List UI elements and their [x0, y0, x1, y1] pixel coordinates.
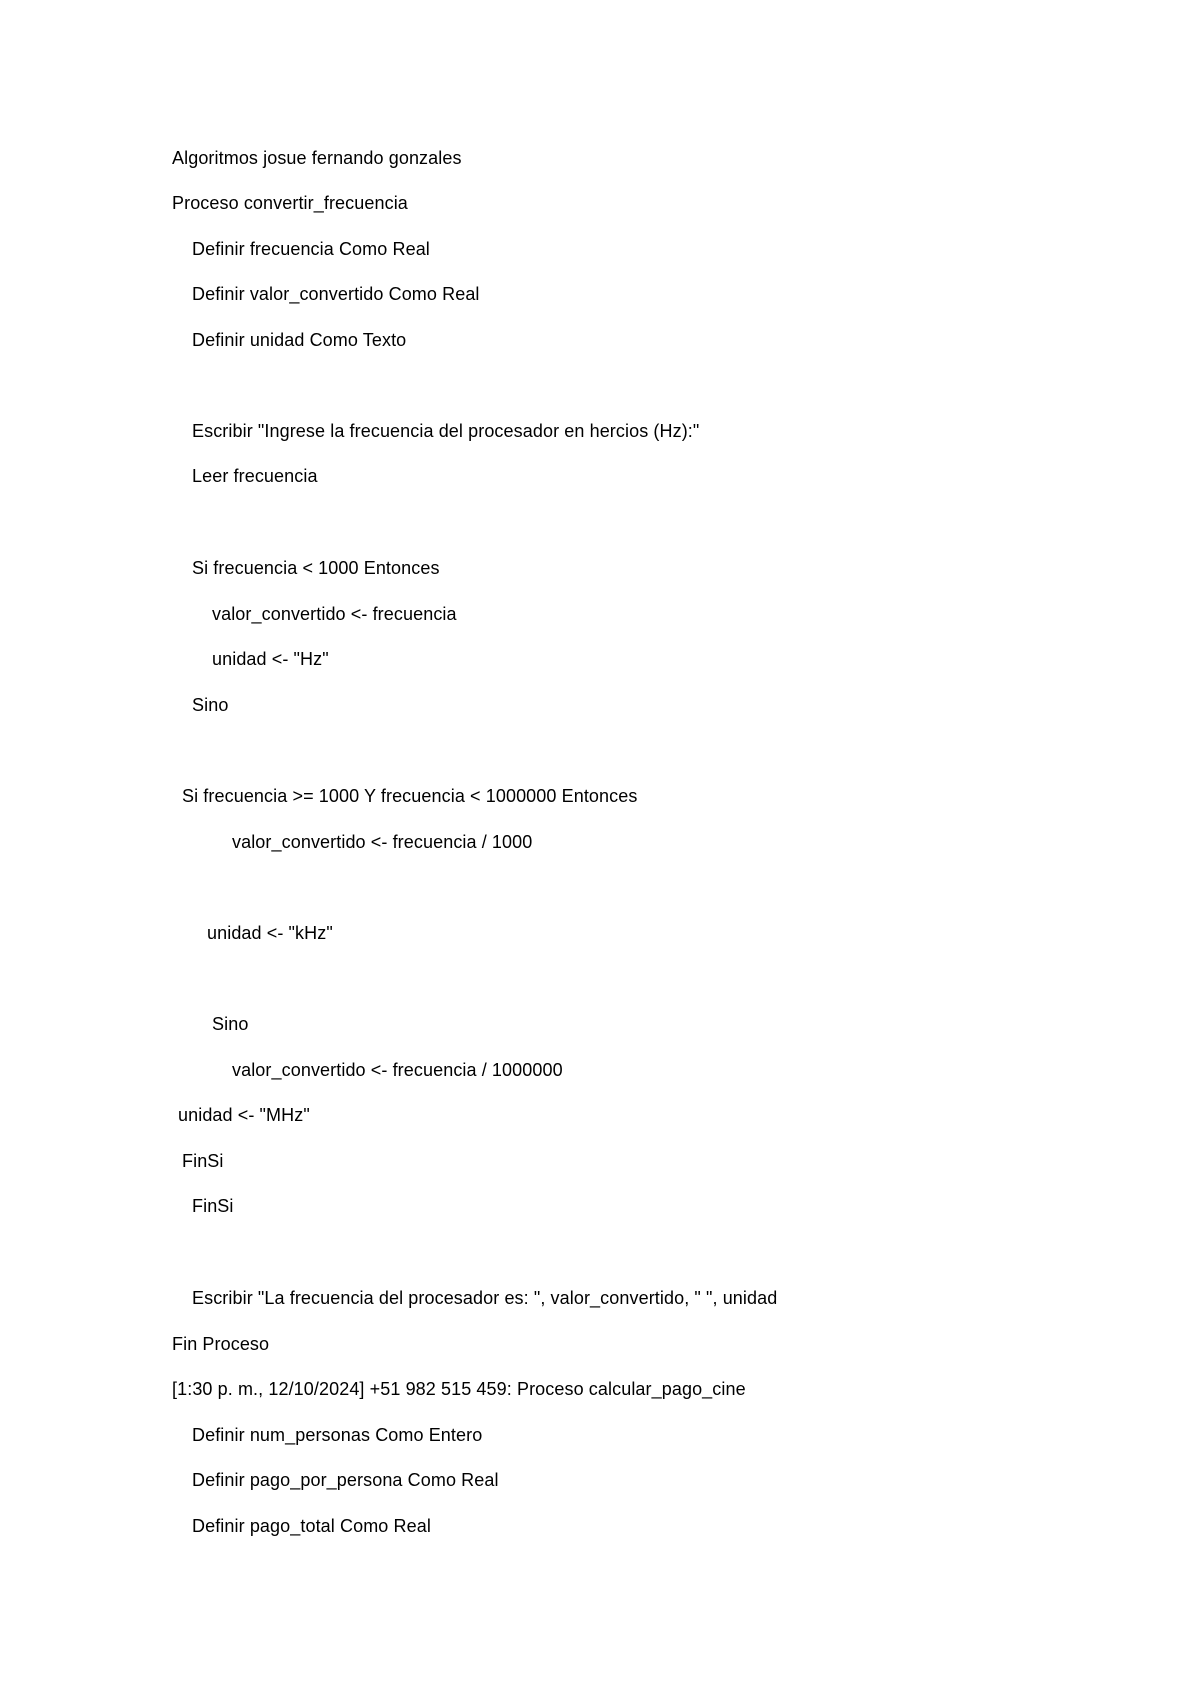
- code-line: Escribir "Ingrese la frecuencia del procesador en hercios (Hz):": [192, 421, 700, 441]
- code-line: FinSi: [192, 1196, 234, 1216]
- code-line: Definir frecuencia Como Real: [192, 239, 430, 259]
- code-line: Fin Proceso: [172, 1334, 270, 1354]
- code-line: unidad <- "kHz": [207, 923, 333, 943]
- code-line: Proceso convertir_frecuencia: [172, 193, 408, 213]
- code-line: Sino: [192, 695, 229, 715]
- document-title: Algoritmos josue fernando gonzales: [172, 148, 462, 168]
- code-line: Leer frecuencia: [192, 466, 318, 486]
- code-line: valor_convertido <- frecuencia: [212, 604, 457, 624]
- code-line: Escribir "La frecuencia del procesador es: ", valor_convertido, " ", unidad: [192, 1288, 778, 1308]
- code-line: unidad <- "MHz": [178, 1105, 310, 1125]
- code-line: FinSi: [182, 1151, 224, 1171]
- code-line: Definir pago_por_persona Como Real: [192, 1470, 499, 1490]
- code-line: Definir valor_convertido Como Real: [192, 284, 480, 304]
- code-line: [1:30 p. m., 12/10/2024] +51 982 515 459: Proceso calcular_pago_cine: [172, 1379, 746, 1399]
- code-line: Definir pago_total Como Real: [192, 1516, 431, 1536]
- code-line: Sino: [212, 1014, 249, 1034]
- code-line: Definir num_personas Como Entero: [192, 1425, 483, 1445]
- code-line: Si frecuencia < 1000 Entonces: [192, 558, 440, 578]
- code-line: Si frecuencia >= 1000 Y frecuencia < 1000000 Entonces: [182, 786, 638, 806]
- code-line: valor_convertido <- frecuencia / 1000000: [232, 1060, 563, 1080]
- code-line: unidad <- "Hz": [212, 649, 329, 669]
- code-line: valor_convertido <- frecuencia / 1000: [232, 832, 533, 852]
- code-line: Definir unidad Como Texto: [192, 330, 407, 350]
